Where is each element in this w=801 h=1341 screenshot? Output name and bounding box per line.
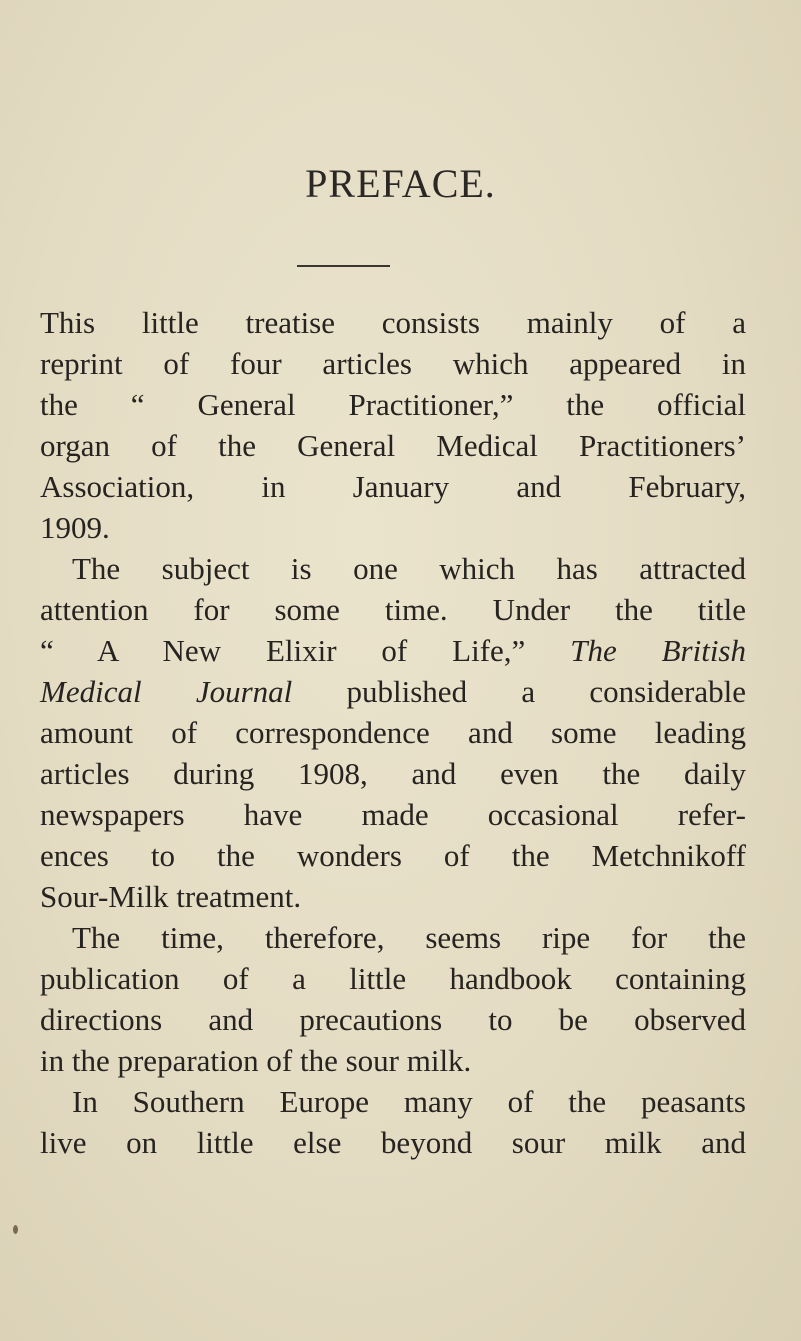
text-line: amount of correspondence and some leading	[40, 715, 746, 750]
paragraph-4	[40, 1081, 746, 1163]
text-line: 1909.	[40, 510, 110, 545]
journal-title-part: The British	[570, 633, 747, 668]
line-segment: published a considerable	[292, 674, 746, 709]
text-line	[40, 671, 746, 712]
text-line: attention for some time. Under the title	[40, 592, 746, 627]
text-line: In Southern Europe many of the peasants	[72, 1084, 746, 1119]
journal-title-part: Medical Journal	[40, 674, 293, 709]
page-title: PREFACE.	[305, 161, 496, 206]
text-line: newspapers have made occasional refer-	[40, 797, 746, 832]
text-line: The subject is one which has attracted	[72, 551, 746, 586]
paragraph-3	[40, 917, 746, 1081]
paragraph-2	[40, 548, 746, 917]
text-line	[40, 630, 746, 671]
text-line: reprint of four articles which appeared in	[40, 346, 746, 381]
text-line: the “ General Practitioner,” the official	[40, 387, 746, 422]
text-line: Sour-Milk treatment.	[40, 879, 302, 914]
text-line: The time, therefore, seems ripe for the	[72, 920, 746, 955]
text-line: This little treatise consists mainly of a	[40, 305, 746, 340]
text-line: Association, in January and February,	[40, 469, 746, 504]
text-line: ences to the wonders of the Metchnikoff	[40, 838, 746, 873]
text-line: live on little else beyond sour milk and	[40, 1125, 746, 1160]
text-line: organ of the General Medical Practitioners’	[40, 428, 746, 463]
title-rule	[297, 265, 390, 267]
text-line: articles during 1908, and even the daily	[40, 756, 746, 791]
paragraph-1	[40, 302, 746, 548]
body-text	[40, 302, 746, 1163]
paper-speck	[13, 1225, 18, 1234]
text-line: in the preparation of the sour milk.	[40, 1043, 472, 1078]
line-segment: “ A New Elixir of Life,”	[40, 633, 571, 668]
text-line: directions and precautions to be observed	[40, 1002, 746, 1037]
text-line: publication of a little handbook containing	[40, 961, 746, 996]
